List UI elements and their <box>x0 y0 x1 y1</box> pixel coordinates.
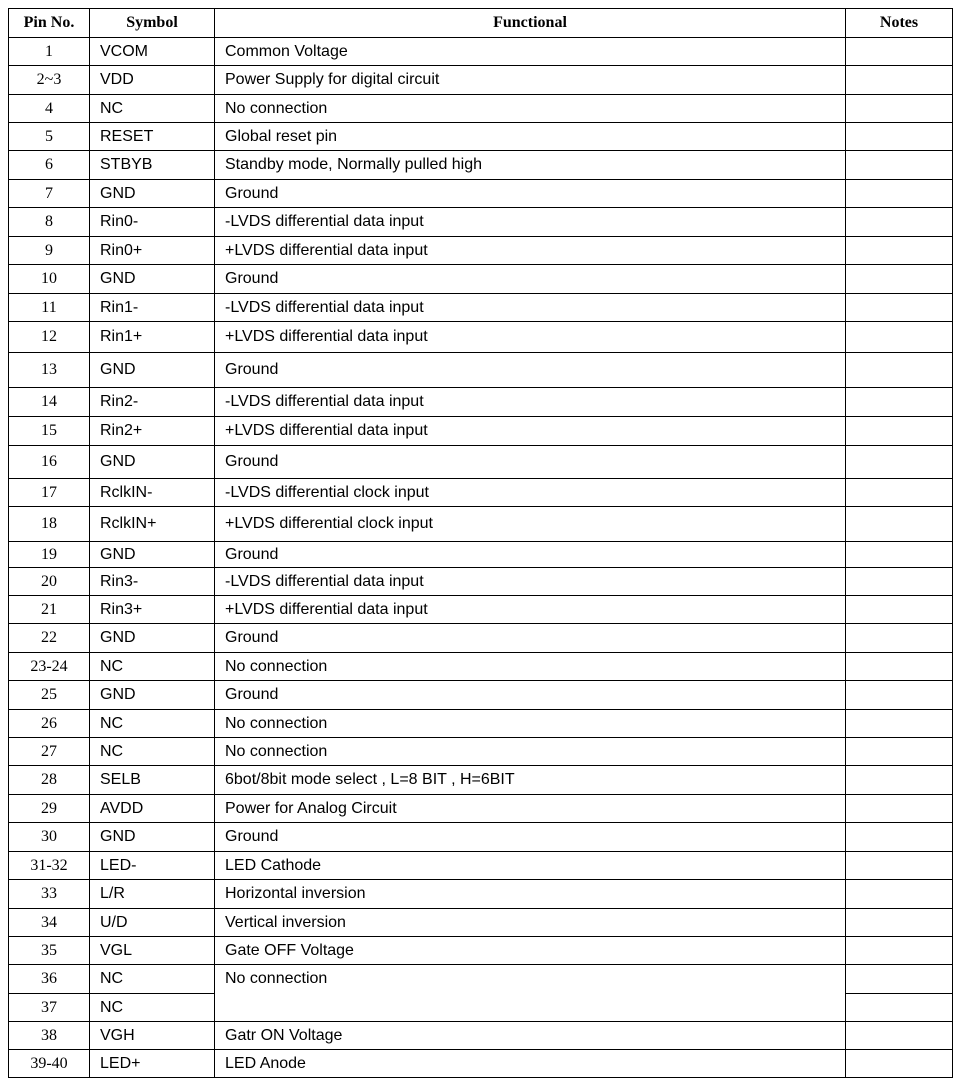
table-row <box>9 653 953 681</box>
symbol-cell: RclkIN- <box>90 479 215 507</box>
pin-number-cell: 26 <box>9 710 90 738</box>
pin-number-cell: 20 <box>9 568 90 596</box>
symbol-cell: GND <box>90 353 215 388</box>
functional-cell: LED Anode <box>215 1050 846 1078</box>
table-row <box>9 265 953 294</box>
notes-cell <box>846 994 953 1022</box>
symbol-cell: Rin2- <box>90 388 215 417</box>
functional-cell: Global reset pin <box>215 123 846 151</box>
functional-cell: 6bot/8bit mode select , L=8 BIT , H=6BIT <box>215 766 846 795</box>
functional-cell: -LVDS differential data input <box>215 208 846 237</box>
symbol-cell: SELB <box>90 766 215 795</box>
pin-number-cell: 13 <box>9 353 90 388</box>
functional-cell: Ground <box>215 624 846 653</box>
notes-cell <box>846 937 953 965</box>
notes-cell <box>846 1050 953 1078</box>
pin-number-cell: 21 <box>9 596 90 624</box>
notes-cell <box>846 446 953 479</box>
functional-cell: Ground <box>215 180 846 208</box>
functional-cell: Ground <box>215 353 846 388</box>
table-row <box>9 624 953 653</box>
functional-cell: -LVDS differential clock input <box>215 479 846 507</box>
pin-number-cell: 19 <box>9 542 90 568</box>
notes-cell <box>846 909 953 937</box>
symbol-cell: GND <box>90 681 215 710</box>
pin-number-cell: 4 <box>9 95 90 123</box>
notes-cell <box>846 237 953 265</box>
functional-cell: No connection <box>215 738 846 766</box>
notes-cell <box>846 596 953 624</box>
pin-number-cell: 35 <box>9 937 90 965</box>
table-row <box>9 937 953 965</box>
functional-cell: +LVDS differential clock input <box>215 507 846 542</box>
functional-cell: Power Supply for digital circuit <box>215 66 846 95</box>
notes-cell <box>846 294 953 322</box>
pin-number-cell: 25 <box>9 681 90 710</box>
symbol-cell: LED+ <box>90 1050 215 1078</box>
table-row <box>9 596 953 624</box>
notes-cell <box>846 880 953 909</box>
pin-number-cell: 30 <box>9 823 90 852</box>
symbol-cell: NC <box>90 965 215 994</box>
symbol-cell: VGL <box>90 937 215 965</box>
header-notes: Notes <box>846 9 953 38</box>
pin-number-cell: 27 <box>9 738 90 766</box>
notes-cell <box>846 852 953 880</box>
pin-number-cell: 29 <box>9 795 90 823</box>
pin-number-cell: 38 <box>9 1022 90 1050</box>
table-row <box>9 322 953 353</box>
pin-number-cell: 33 <box>9 880 90 909</box>
symbol-cell: STBYB <box>90 151 215 180</box>
functional-cell: Ground <box>215 446 846 479</box>
functional-cell: +LVDS differential data input <box>215 417 846 446</box>
table-row <box>9 795 953 823</box>
table-row <box>9 417 953 446</box>
functional-cell: Common Voltage <box>215 38 846 66</box>
functional-cell: LED Cathode <box>215 852 846 880</box>
functional-cell: Standby mode, Normally pulled high <box>215 151 846 180</box>
functional-cell: -LVDS differential data input <box>215 388 846 417</box>
pin-number-cell: 18 <box>9 507 90 542</box>
table-row <box>9 353 953 388</box>
table-row <box>9 880 953 909</box>
symbol-cell: RESET <box>90 123 215 151</box>
table-row <box>9 294 953 322</box>
functional-cell: Gate OFF Voltage <box>215 937 846 965</box>
pin-number-cell: 2~3 <box>9 66 90 95</box>
pin-number-cell: 15 <box>9 417 90 446</box>
pin-number-cell: 28 <box>9 766 90 795</box>
symbol-cell: NC <box>90 994 215 1022</box>
symbol-cell: RclkIN+ <box>90 507 215 542</box>
symbol-cell: Rin0+ <box>90 237 215 265</box>
pin-assignment-table <box>8 8 953 1078</box>
symbol-cell: Rin1+ <box>90 322 215 353</box>
pin-number-cell: 31-32 <box>9 852 90 880</box>
symbol-cell: Rin1- <box>90 294 215 322</box>
pin-number-cell: 9 <box>9 237 90 265</box>
pin-number-cell: 8 <box>9 208 90 237</box>
pin-number-cell: 12 <box>9 322 90 353</box>
symbol-cell: VDD <box>90 66 215 95</box>
symbol-cell: AVDD <box>90 795 215 823</box>
symbol-cell: VGH <box>90 1022 215 1050</box>
notes-cell <box>846 681 953 710</box>
functional-cell: No connection <box>215 653 846 681</box>
symbol-cell: GND <box>90 265 215 294</box>
symbol-cell: NC <box>90 653 215 681</box>
pin-number-cell: 17 <box>9 479 90 507</box>
notes-cell <box>846 710 953 738</box>
symbol-cell: Rin0- <box>90 208 215 237</box>
pin-number-cell: 34 <box>9 909 90 937</box>
table-row <box>9 180 953 208</box>
notes-cell <box>846 66 953 95</box>
pin-number-cell: 10 <box>9 265 90 294</box>
symbol-cell: GND <box>90 542 215 568</box>
notes-cell <box>846 653 953 681</box>
header-pin-no: Pin No. <box>9 9 90 38</box>
pin-number-cell: 11 <box>9 294 90 322</box>
table-row <box>9 738 953 766</box>
table-row <box>9 208 953 237</box>
pin-number-cell: 23-24 <box>9 653 90 681</box>
notes-cell <box>846 795 953 823</box>
notes-cell <box>846 353 953 388</box>
functional-cell: Gatr ON Voltage <box>215 1022 846 1050</box>
symbol-cell: L/R <box>90 880 215 909</box>
table-row <box>9 823 953 852</box>
functional-cell: Ground <box>215 823 846 852</box>
table-row <box>9 909 953 937</box>
symbol-cell: LED- <box>90 852 215 880</box>
notes-cell <box>846 322 953 353</box>
table-row <box>9 852 953 880</box>
pin-number-cell: 1 <box>9 38 90 66</box>
symbol-cell: VCOM <box>90 38 215 66</box>
table-row <box>9 151 953 180</box>
header-row <box>9 9 953 38</box>
pin-number-cell: 7 <box>9 180 90 208</box>
functional-cell: Ground <box>215 681 846 710</box>
notes-cell <box>846 507 953 542</box>
notes-cell <box>846 823 953 852</box>
pin-number-cell: 16 <box>9 446 90 479</box>
notes-cell <box>846 208 953 237</box>
table-row <box>9 965 953 994</box>
notes-cell <box>846 417 953 446</box>
pin-number-cell: 6 <box>9 151 90 180</box>
notes-cell <box>846 95 953 123</box>
table-row <box>9 1050 953 1078</box>
table-row <box>9 95 953 123</box>
functional-cell: +LVDS differential data input <box>215 596 846 624</box>
table-row <box>9 507 953 542</box>
symbol-cell: NC <box>90 710 215 738</box>
table-row <box>9 1022 953 1050</box>
table-row <box>9 710 953 738</box>
pin-number-cell: 5 <box>9 123 90 151</box>
functional-cell: Vertical inversion <box>215 909 846 937</box>
notes-cell <box>846 1022 953 1050</box>
table-row <box>9 446 953 479</box>
table-row <box>9 479 953 507</box>
notes-cell <box>846 123 953 151</box>
symbol-cell: GND <box>90 624 215 653</box>
table-row <box>9 123 953 151</box>
notes-cell <box>846 542 953 568</box>
functional-cell: Ground <box>215 265 846 294</box>
table-row <box>9 237 953 265</box>
header-symbol: Symbol <box>90 9 215 38</box>
notes-cell <box>846 151 953 180</box>
table-row <box>9 568 953 596</box>
symbol-cell: U/D <box>90 909 215 937</box>
table-row <box>9 542 953 568</box>
symbol-cell: GND <box>90 446 215 479</box>
functional-cell: No connection <box>215 710 846 738</box>
functional-cell: Ground <box>215 542 846 568</box>
symbol-cell: Rin2+ <box>90 417 215 446</box>
table-row <box>9 766 953 795</box>
notes-cell <box>846 180 953 208</box>
pin-number-cell: 36 <box>9 965 90 994</box>
table-row <box>9 681 953 710</box>
functional-cell: Power for Analog Circuit <box>215 795 846 823</box>
table-row <box>9 66 953 95</box>
functional-cell: No connection <box>215 965 846 1022</box>
symbol-cell: NC <box>90 738 215 766</box>
functional-cell: +LVDS differential data input <box>215 237 846 265</box>
symbol-cell: Rin3- <box>90 568 215 596</box>
notes-cell <box>846 965 953 994</box>
notes-cell <box>846 766 953 795</box>
symbol-cell: Rin3+ <box>90 596 215 624</box>
pin-number-cell: 39-40 <box>9 1050 90 1078</box>
symbol-cell: GND <box>90 823 215 852</box>
functional-cell: -LVDS differential data input <box>215 294 846 322</box>
symbol-cell: GND <box>90 180 215 208</box>
pin-number-cell: 37 <box>9 994 90 1022</box>
notes-cell <box>846 38 953 66</box>
notes-cell <box>846 568 953 596</box>
notes-cell <box>846 479 953 507</box>
functional-cell: -LVDS differential data input <box>215 568 846 596</box>
symbol-cell: NC <box>90 95 215 123</box>
header-functional: Functional <box>215 9 846 38</box>
functional-cell: Horizontal inversion <box>215 880 846 909</box>
functional-cell: No connection <box>215 95 846 123</box>
notes-cell <box>846 388 953 417</box>
pin-number-cell: 14 <box>9 388 90 417</box>
functional-cell: +LVDS differential data input <box>215 322 846 353</box>
notes-cell <box>846 624 953 653</box>
notes-cell <box>846 265 953 294</box>
table-row <box>9 38 953 66</box>
notes-cell <box>846 738 953 766</box>
table-row <box>9 388 953 417</box>
pin-number-cell: 22 <box>9 624 90 653</box>
